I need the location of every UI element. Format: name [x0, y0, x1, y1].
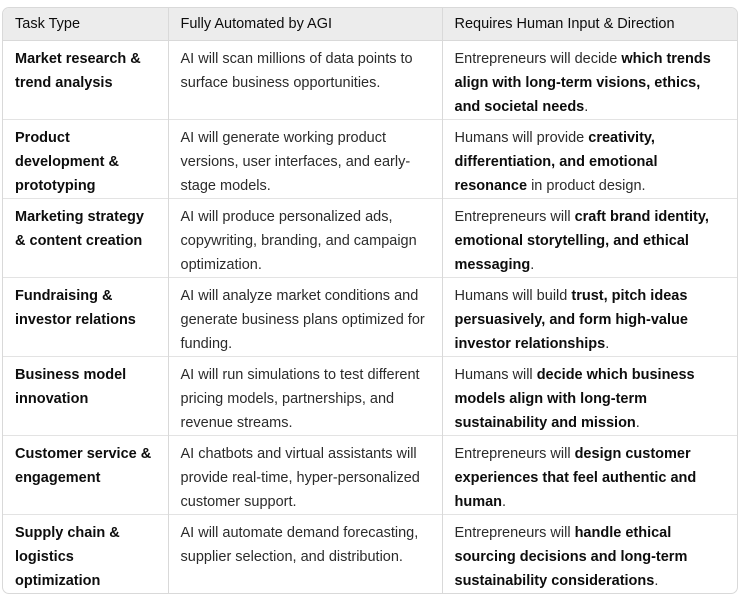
human-text-end: . [635, 415, 640, 431]
human-text: Humans will build [454, 288, 572, 304]
header-row [3, 8, 737, 41]
table-row [3, 41, 737, 120]
human-text-end: . [605, 336, 610, 352]
table-row [3, 278, 737, 357]
header-human-input: Requires Human Input & Direction [442, 8, 737, 41]
human-emphasis: which trends align with long-term visions, ethics, and societal needs [454, 51, 711, 115]
human-text-end: . [530, 257, 535, 273]
human-text: Entrepreneurs will [454, 446, 575, 462]
task-cell: Product development & prototyping [3, 120, 168, 199]
comparison-table [2, 7, 738, 594]
automated-cell: AI will produce personalized ads, copywriting, branding, and campaign optimization. [168, 199, 442, 278]
table-row [3, 199, 737, 278]
header-task-type: Task Type [3, 8, 168, 41]
task-cell: Market research & trend analysis [15, 51, 141, 91]
human-emphasis: handle ethical sourcing decisions and long-term sustainability considerations [454, 525, 688, 589]
task-cell: Marketing strategy & content creation [3, 199, 168, 278]
human-text-end: . [584, 99, 589, 115]
table-row [3, 120, 737, 199]
table-row [3, 515, 737, 594]
task-cell: Customer service & engagement [3, 436, 168, 515]
human-cell [442, 357, 737, 436]
human-text: Humans will [454, 367, 537, 383]
automated-cell: AI will analyze market conditions and generate business plans optimized for funding. [168, 278, 442, 357]
human-text: Entrepreneurs will [454, 209, 575, 225]
human-text: Humans will provide [454, 130, 589, 146]
automated-cell: AI will scan millions of data points to surface business opportunities. [168, 41, 442, 120]
task-cell: Supply chain & logistics optimization [3, 515, 168, 594]
human-emphasis: design customer experiences that feel authentic and human [454, 446, 697, 510]
task-cell: Business model innovation [3, 357, 168, 436]
table-header [3, 8, 737, 41]
human-emphasis: creativity, differentiation, and emotional resonance [454, 130, 658, 194]
human-emphasis: craft brand identity, emotional storytelling, and ethical messaging [454, 209, 709, 273]
human-cell [442, 120, 737, 199]
automated-cell: AI will automate demand forecasting, supplier selection, and distribution. [168, 515, 442, 594]
human-cell [442, 41, 737, 120]
human-cell [442, 278, 737, 357]
automated-cell: AI will generate working product versions, user interfaces, and early-stage models. [168, 120, 442, 199]
table [3, 8, 737, 593]
human-emphasis: trust, pitch ideas persuasively, and form high-value investor relationships [454, 288, 688, 352]
human-text: Entrepreneurs will [454, 525, 575, 541]
human-text-end: . [502, 494, 507, 510]
human-text: Entrepreneurs will decide [454, 51, 622, 67]
human-cell [442, 199, 737, 278]
task-cell: Fundraising & investor relations [3, 278, 168, 357]
human-cell [442, 515, 737, 594]
table-body [3, 41, 737, 594]
table-row [3, 436, 737, 515]
human-emphasis: decide which business models align with long-term sustainability and mission [454, 367, 695, 431]
table-row [3, 357, 737, 436]
human-cell [442, 436, 737, 515]
human-text-end: in product design. [527, 178, 646, 194]
header-fully-automated: Fully Automated by AGI [168, 8, 442, 41]
automated-cell: AI will run simulations to test different pricing models, partnerships, and revenue streams. [168, 357, 442, 436]
human-text-end: . [654, 573, 659, 589]
automated-cell: AI chatbots and virtual assistants will provide real-time, hyper-personalized customer support. [168, 436, 442, 515]
